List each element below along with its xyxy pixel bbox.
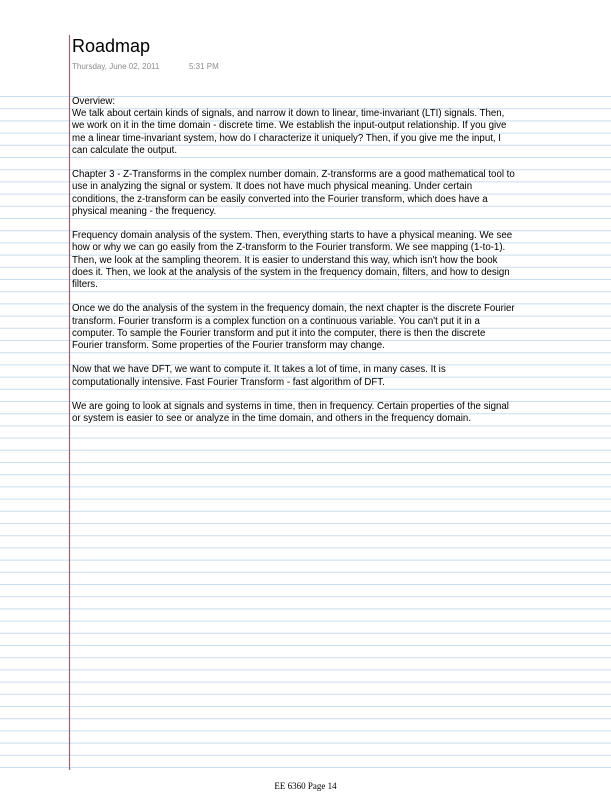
paragraph-overview: Overview: We talk about certain kinds of signals, and narrow it down to linear, time-invariant (LTI) signals. Then, we work on it in the time domain - discrete time. We establish the input-output relationship. If you give me a linear time-invariant system, how do I characterize it uniquely? Then, if you give me the input, I can calculate the output.	[72, 96, 507, 156]
page-date: Thursday, June 02, 2011	[72, 62, 160, 71]
paragraph-summary: We are going to look at signals and systems in time, then in frequency. Certain properties of the signal or system is easier to see or analyze in the time domain, and others in the frequency domain.	[72, 401, 509, 425]
note-body	[72, 96, 602, 438]
page-footer: EE 6360 Page 14	[274, 781, 337, 791]
paragraph-z-transforms: Chapter 3 - Z-Transforms in the complex number domain. Z-transforms are a good mathematical tool to use in analyzing the signal or system. It does not have much physical meaning. Under certain conditions, the z-transform can be easily converted into the Fourier transform, which does have a physical meaning - the frequency.	[72, 169, 515, 217]
paragraph-frequency-domain: Frequency domain analysis of the system. Then, everything starts to have a physical meaning. We see how or why we can go easily from the Z-transform to the Fourier transform. We see mapping (1-to-1). Then, we look at the sampling theorem. It is easier to understand this way, which isn't how the book does it. Then, we look at the analysis of the system in the frequency domain, filters, and how to design filters.	[72, 230, 513, 291]
paragraph-fft: Now that we have DFT, we want to compute it. It takes a lot of time, in many cases. It is computationally intensive. Fast Fourier Transform - fast algorithm of DFT.	[72, 364, 446, 388]
page-time: 5:31 PM	[189, 62, 219, 71]
paragraph-dft: Once we do the analysis of the system in the frequency domain, the next chapter is the discrete Fourier transform. Fourier transform is a complex function on a continuous variable. You can't put it in a computer. To sample the Fourier transform and put it into the computer, there is then the discrete Fourier transform. Some properties of the Fourier transform may change.	[72, 303, 515, 352]
page-title: Roadmap	[72, 36, 151, 56]
